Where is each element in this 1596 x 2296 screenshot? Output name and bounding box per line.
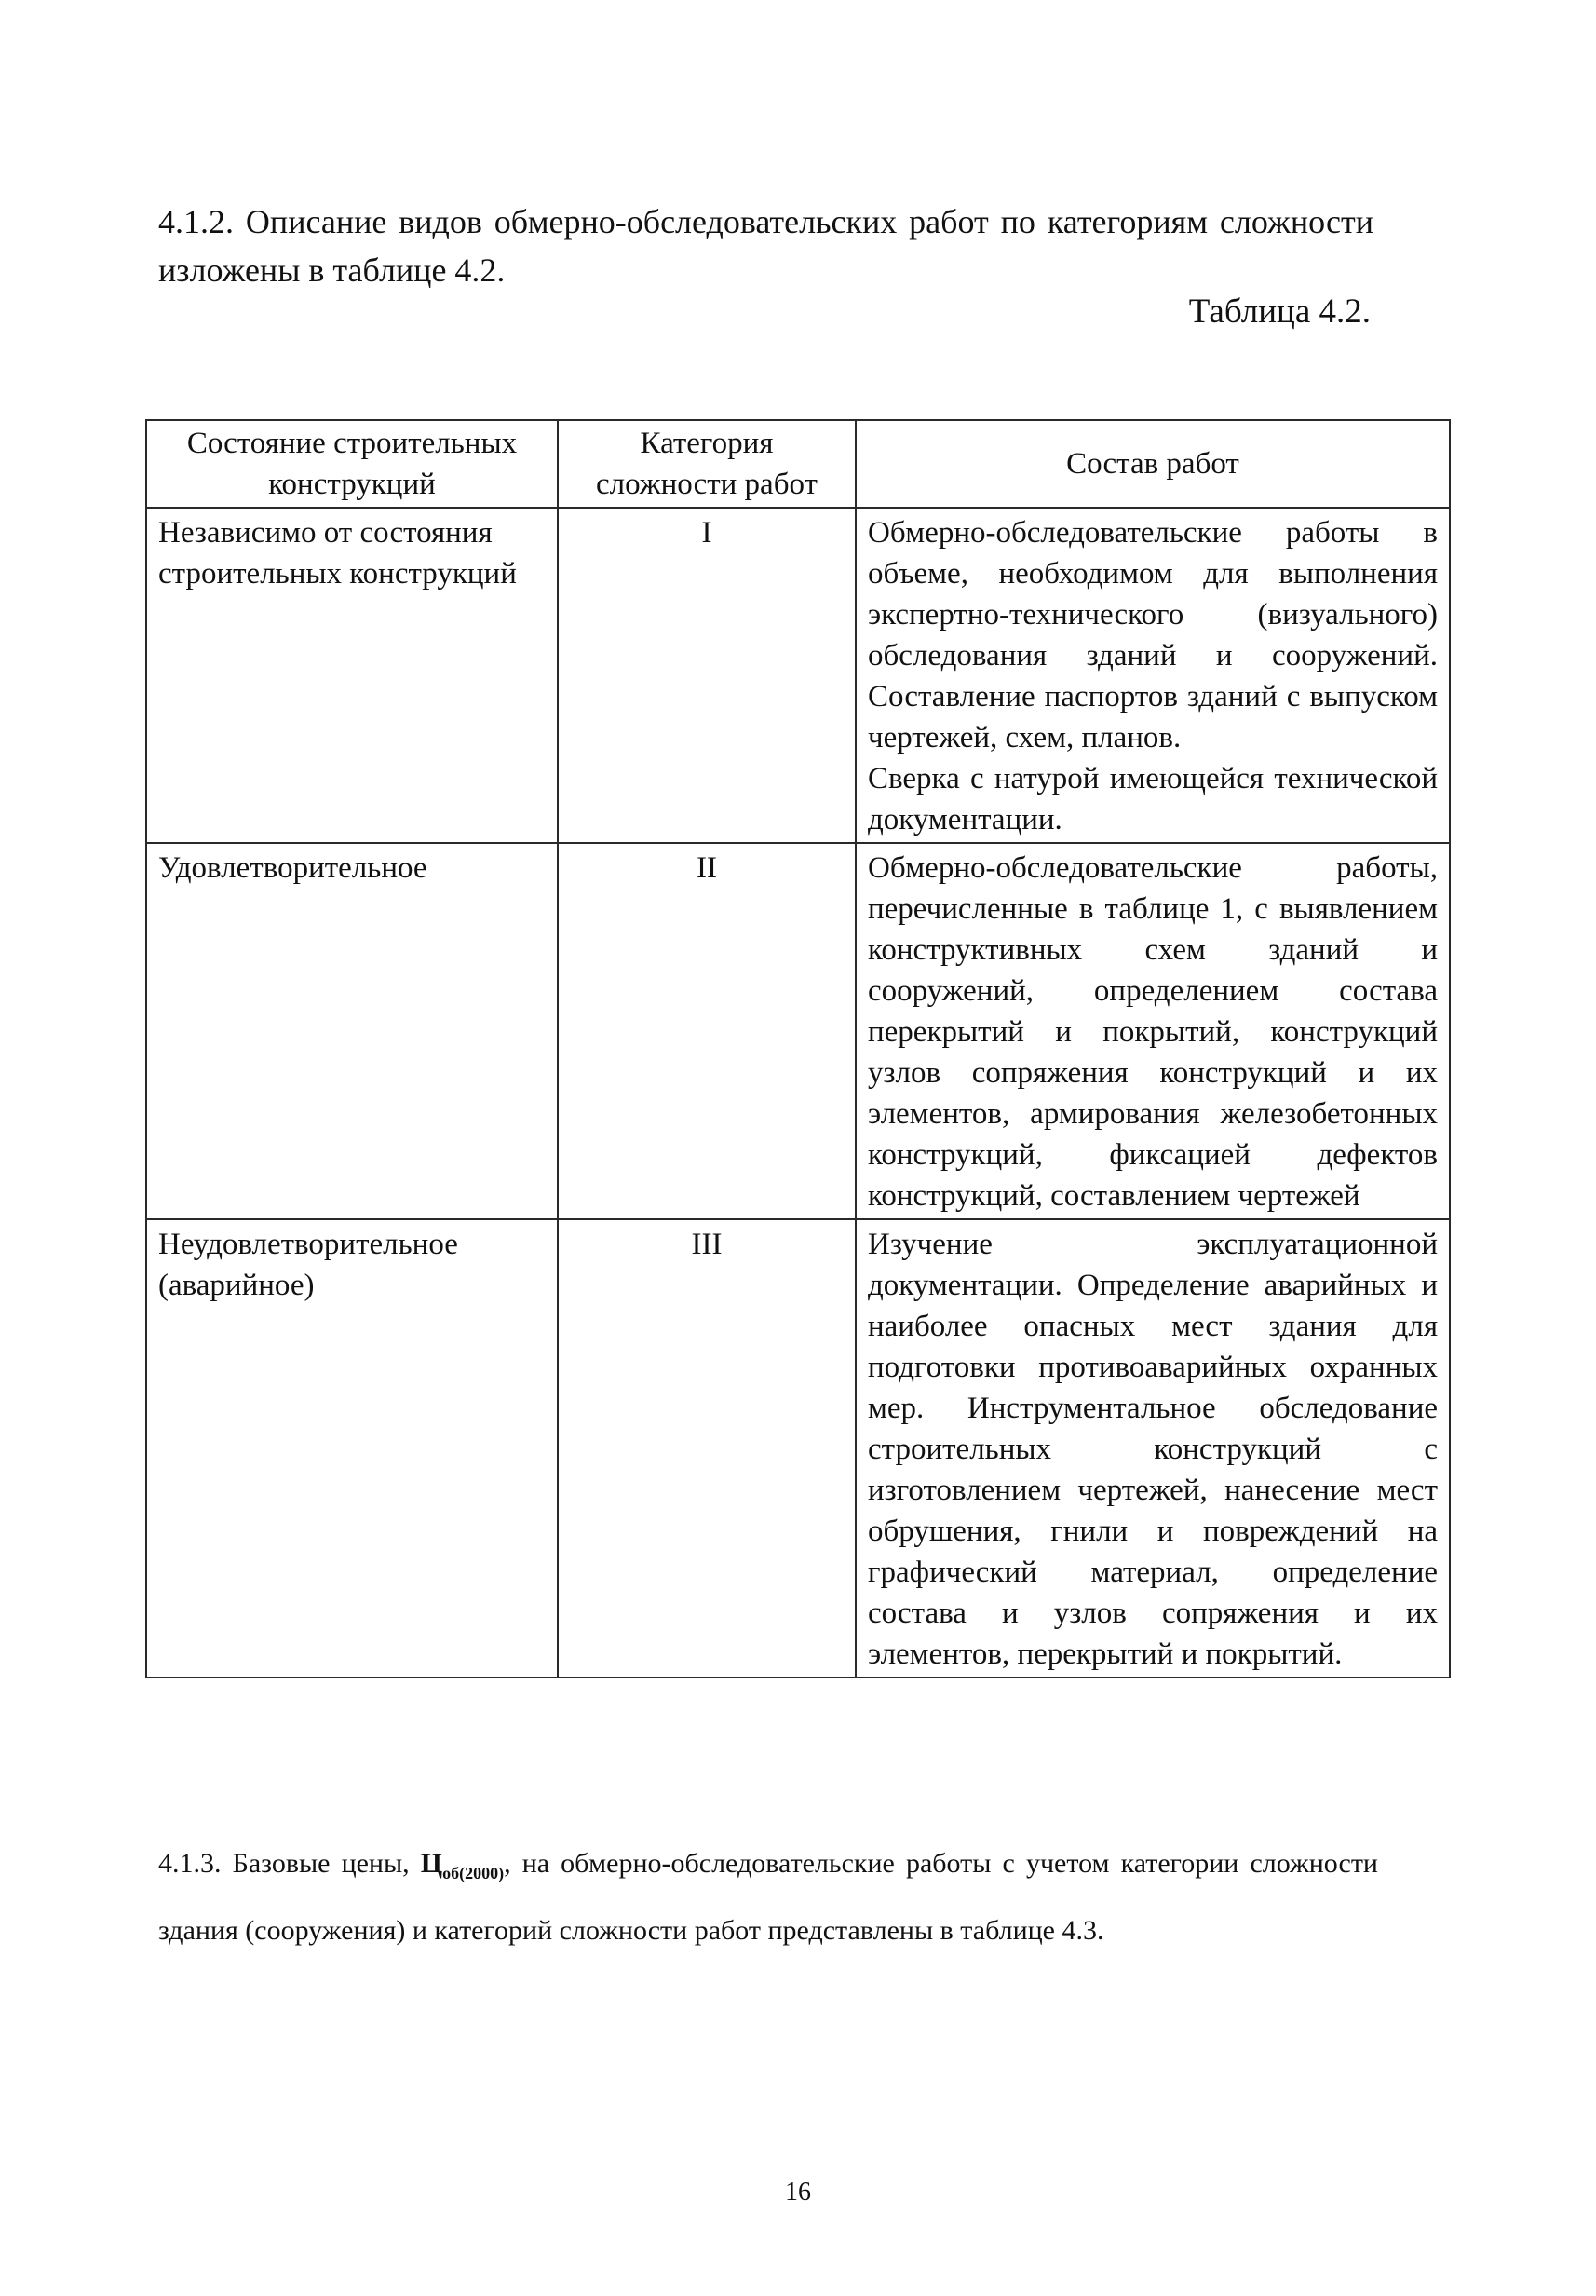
works-table (145, 419, 1451, 1678)
header-category: Категория сложности работ (558, 420, 856, 508)
table-row (146, 1219, 1450, 1678)
category-cell: III (558, 1219, 856, 1678)
intro-paragraph: 4.1.2. Описание видов обмерно-обследовательских работ по категориям сложности изложены в таблице 4.2. (158, 203, 1373, 289)
works-cell (856, 1219, 1450, 1678)
page-number: 16 (785, 2178, 811, 2207)
works-cell (856, 843, 1450, 1219)
works-text: Изучение эксплуатационной документации. Определение аварийных и наиболее опасных мест здания для подготовки противоаварийных охранных мер. Инструментальное обследование строительных конструкций с изготовлением чертежей, нанесение мест обрушения, гнили и повреждений на графический материал, определение состава и узлов сопряжения и их элементов, перекрытий и покрытий. (868, 1228, 1438, 1671)
header-works: Состав работ (856, 420, 1450, 508)
price-subscript: об(2000) (442, 1864, 505, 1882)
footer-suffix: , на обмерно-обследовательские работы с учетом категории сложности здания (сооружения) и категорий сложности работ представлены в таблице 4.3. (158, 1848, 1378, 1946)
category-cell: I (558, 508, 856, 843)
works-cell (856, 508, 1450, 843)
works-text: Обмерно-обследовательские работы в объеме, необходимом для выполнения экспертно-технического (визуального) обследования зданий и сооружений. Составление паспортов зданий с выпуском чертежей, схем, планов. (868, 516, 1438, 754)
header-state: Состояние строительных конструкций (146, 420, 558, 508)
table-header-row (146, 420, 1450, 508)
state-cell: Неудовлетворительное (аварийное) (146, 1219, 558, 1678)
state-cell: Независимо от состояния строительных конструкций (146, 508, 558, 843)
table-row (146, 843, 1450, 1219)
state-cell: Удовлетворительное (146, 843, 558, 1219)
footer-prefix: 4.1.3. Базовые цены, (158, 1848, 421, 1879)
table-caption: Таблица 4.2. (1188, 292, 1371, 331)
category-cell: II (558, 843, 856, 1219)
price-symbol: Ц (420, 1848, 443, 1879)
works-text: Обмерно-обследовательские работы, перечисленные в таблице 1, с выявлением конструктивных схем зданий и сооружений, определением состава перекрытий и покрытий, конструкций узлов сопряжения конструкций и их элементов, армирования железобетонных конструкций, фиксацией дефектов конструкций, составлением чертежей (868, 851, 1438, 1213)
table-row (146, 508, 1450, 843)
footer-paragraph (158, 1835, 1378, 1960)
works-text: Сверка с натурой имеющейся технической документации. (868, 762, 1438, 836)
